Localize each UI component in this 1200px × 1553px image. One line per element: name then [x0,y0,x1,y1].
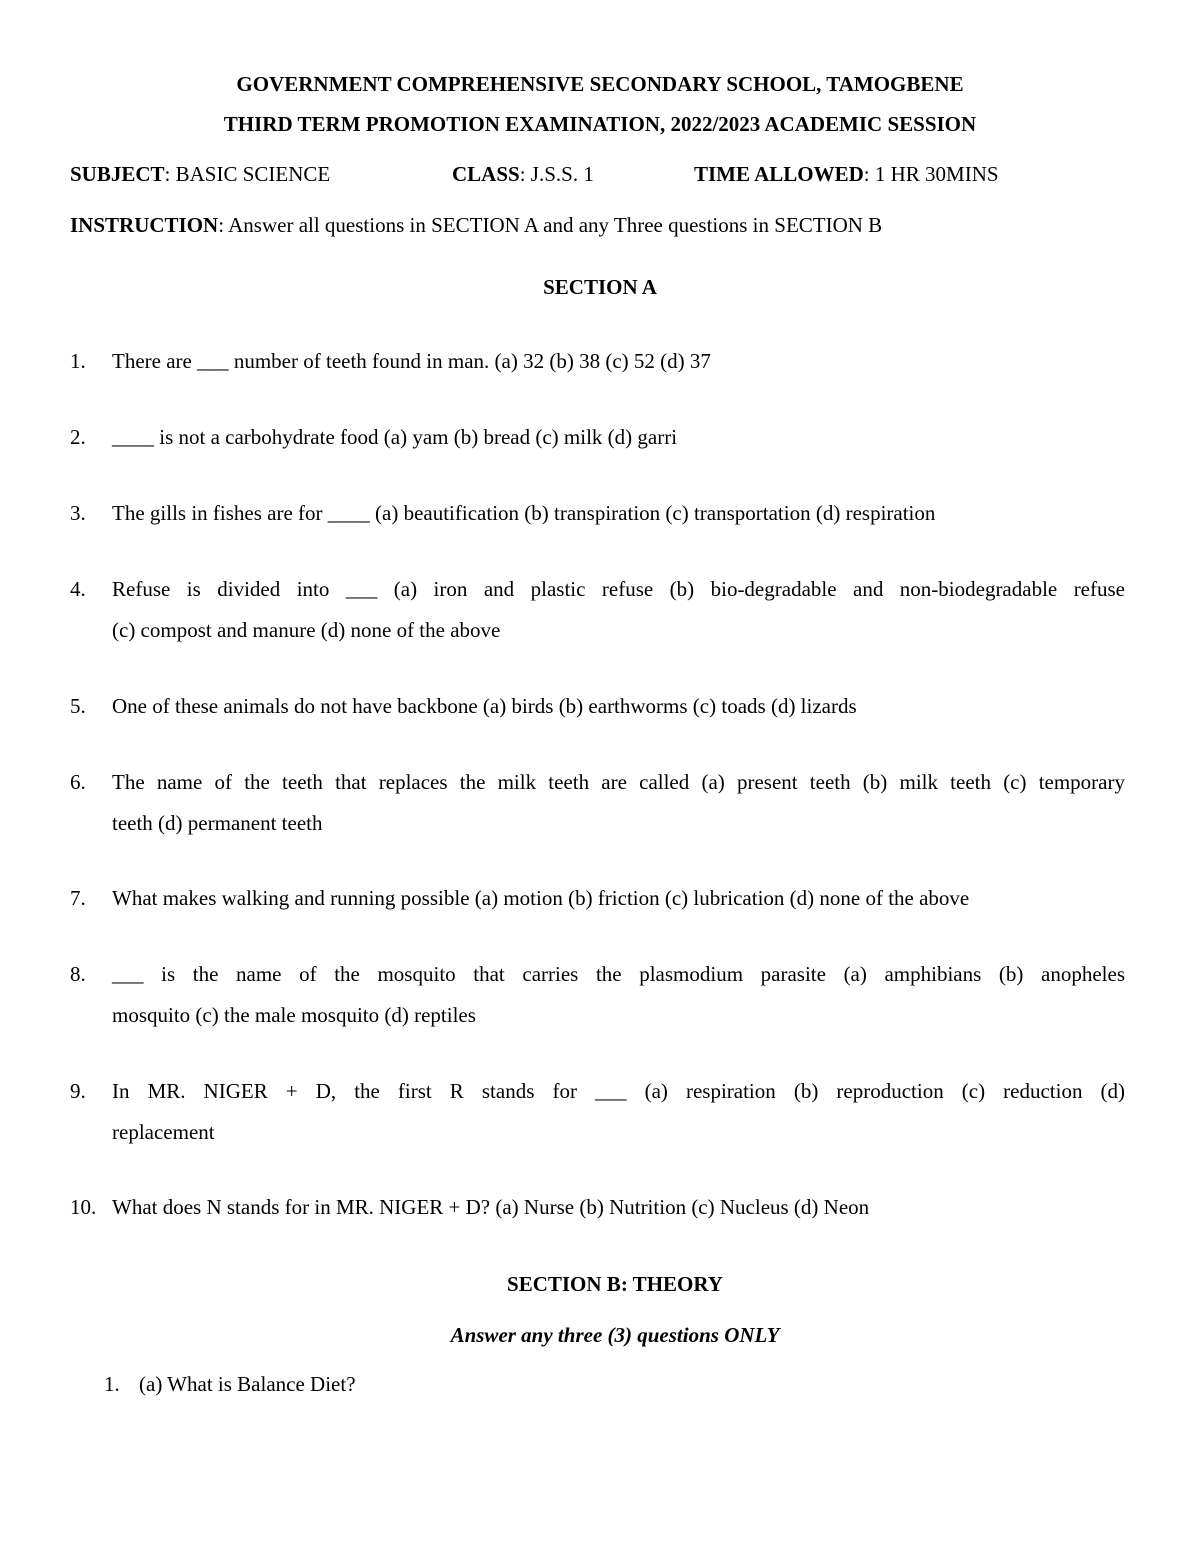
question-text-continued: mosquito (c) the male mosquito (d) reptiles [112,1003,476,1027]
question-text: One of these animals do not have backbone (a) birds (b) earthworms (c) toads (d) lizards [112,694,857,718]
question-text: The gills in fishes are for ____ (a) beautification (b) transpiration (c) transportation (d) respiration [112,501,936,525]
exam-title: THIRD TERM PROMOTION EXAMINATION, 2022/2023 ACADEMIC SESSION [223,112,977,136]
question-text: There are ___ number of teeth found in man. (a) 32 (b) 38 (c) 52 (d) 37 [112,349,711,373]
question-text: ____ is not a carbohydrate food (a) yam (b) bread (c) milk (d) garri [112,425,678,449]
question-number: 7. [70,886,86,910]
time-field [694,161,999,188]
question-text: In MR. NIGER + D, the first R stands for ___ (a) respiration (b) reproduction (c) reduction (d) [112,1079,1125,1103]
question-text: What does N stands for in MR. NIGER + D? (a) Nurse (b) Nutrition (c) Nucleus (d) Neon [112,1195,870,1219]
class-value: : J.S.S. 1 [519,162,594,186]
question-number: 3. [70,501,86,525]
class-field [452,161,594,188]
question-text: What makes walking and running possible (a) motion (b) friction (c) lubrication (d) none of the above [112,886,970,910]
instruction-label: INSTRUCTION [70,213,219,237]
question-text: Refuse is divided into ___ (a) iron and plastic refuse (b) bio-degradable and non-biodegradable refuse [112,577,1125,601]
instruction [70,212,882,239]
subject-label: SUBJECT [70,162,165,186]
theory-question-1 [104,1364,356,1405]
question-number: 6. [70,770,86,794]
question-text: (a) What is Balance Diet? [139,1372,356,1396]
question-number: 1. [70,349,86,373]
question-number: 5. [70,694,86,718]
question-number: 1. [104,1372,120,1396]
question-number: 10. [70,1195,97,1219]
question-text-continued: teeth (d) permanent teeth [112,811,323,835]
question-number: 2. [70,425,86,449]
question-number: 4. [70,577,86,601]
section-b-title: SECTION B: THEORY [507,1272,723,1296]
question-text-continued: replacement [112,1120,215,1144]
section-a-title: SECTION A [543,275,657,299]
section-b-subtitle: Answer any three (3) questions ONLY [450,1323,780,1347]
question-number: 8. [70,962,86,986]
subject-field [70,161,330,188]
class-label: CLASS [452,162,520,186]
school-name: GOVERNMENT COMPREHENSIVE SECONDARY SCHOOL, TAMOGBENE [236,72,964,96]
question-number: 9. [70,1079,86,1103]
instruction-value: : Answer all questions in SECTION A and any Three questions in SECTION B [218,213,883,237]
time-label: TIME ALLOWED [694,162,864,186]
subject-value: : BASIC SCIENCE [164,162,331,186]
time-value: : 1 HR 30MINS [863,162,999,186]
question-text-continued: (c) compost and manure (d) none of the above [112,618,501,642]
question-text: The name of the teeth that replaces the milk teeth are called (a) present teeth (b) milk teeth (c) temporary [112,770,1125,794]
question-text: ___ is the name of the mosquito that carries the plasmodium parasite (a) amphibians (b) anopheles [112,962,1125,986]
